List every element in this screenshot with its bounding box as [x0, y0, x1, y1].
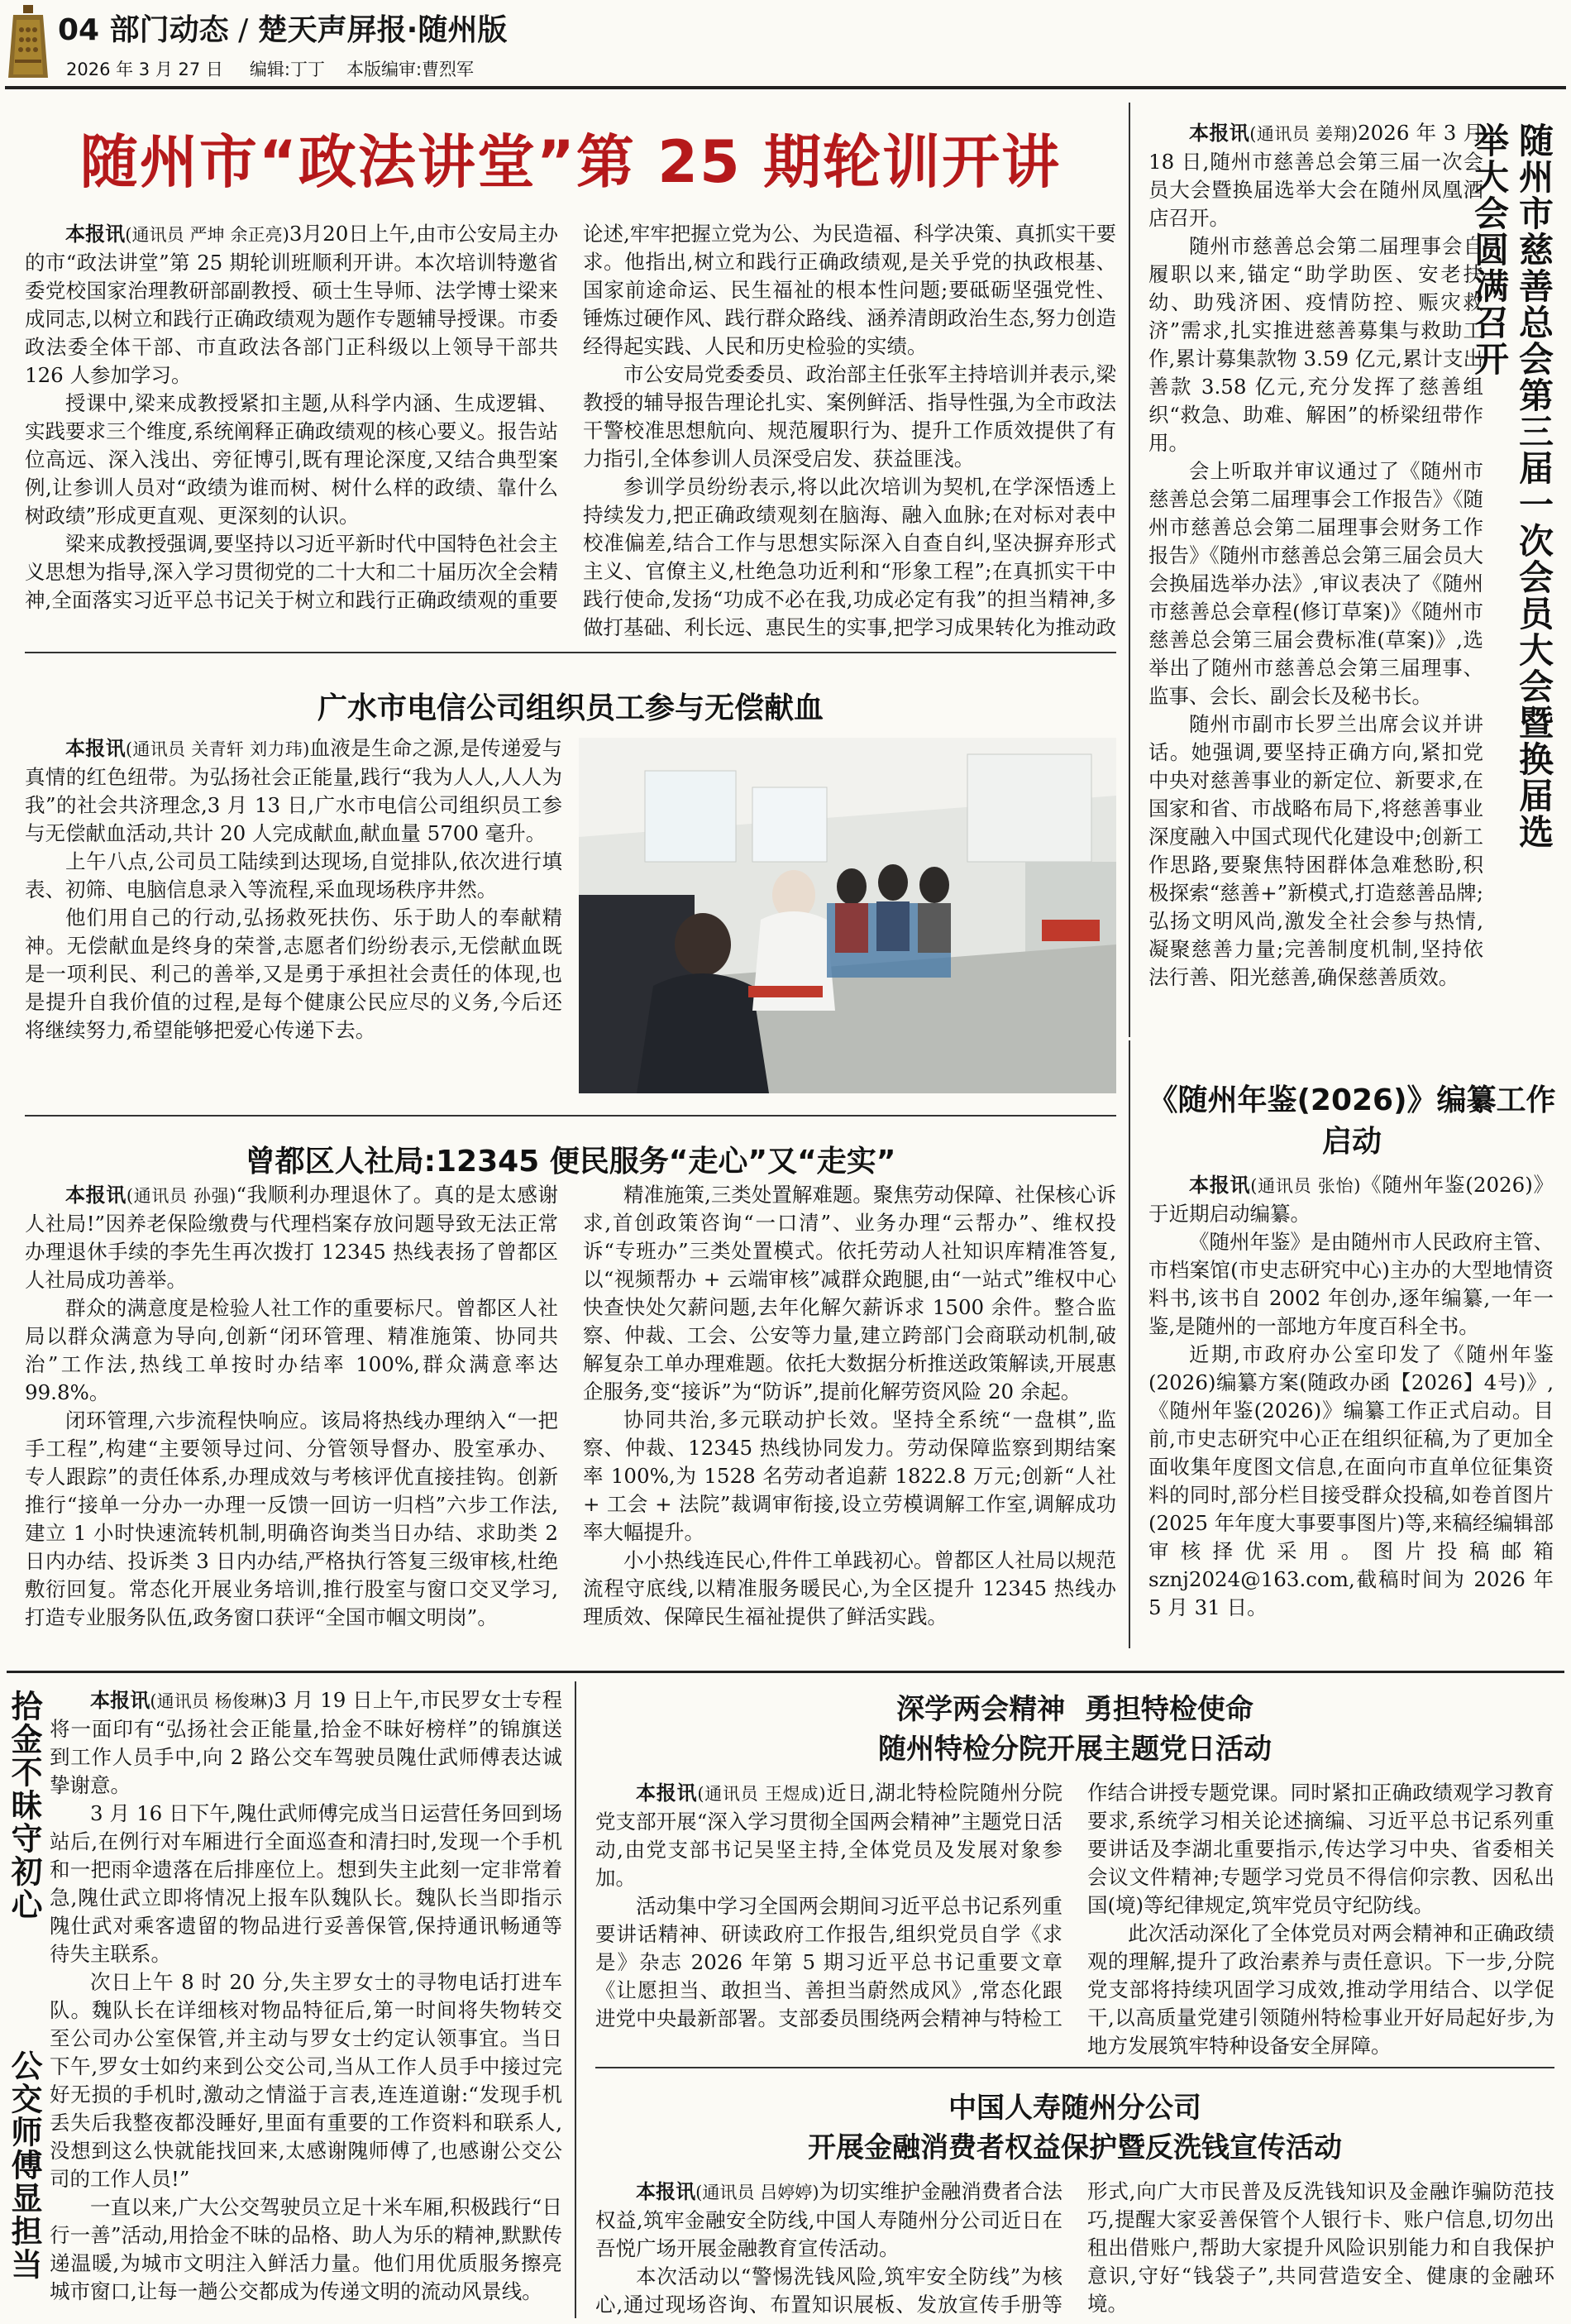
headline-line-1: 中国人寿随州分公司	[948, 2092, 1201, 2125]
article-insurance	[579, 2070, 1571, 2324]
article-paragraph: 随州市副市长罗兰出席会议并讲话。她强调,要坚持正确方向,紧扣党中央对慈善事业的新定位、新要求,在国家和省、市战略布局下,将慈善事业深度融入中国式现代化建设中;创新工作思路,要聚焦特困群体急难愁盼,积极探索“慈善+”新模式,打造慈善品牌;弘扬文明风尚,激发全社会参与热情,凝聚慈善力量;完善制度机制,坚持依法行善、阳光慈善,确保慈善质效。	[1148, 712, 1483, 989]
blood-donation-photo	[579, 738, 1116, 1093]
article-paragraph: 次日上午 8 时 20 分,失主罗女士的寻物电话打进车队。魏队长在详细核对物品特征后,第一时间将失物转交至公司办公室保管,并主动与罗女士约定认领事宜。当日下午,罗女士如约来到公交公司,当从工作人员手中接过完好无损的手机时,激动之情溢于言表,连连道谢:“发现手机丢失后我整夜都没睡好,里面有重要的工作资料和联系人,没想到这么快就能找回来,太感谢隗师傅了,也感谢公交公司的工作人员!”	[50, 1970, 562, 2191]
article-paragraph: 近期,市政府办公室印发了《随州年鉴(2026)编纂方案(随政办函【2026】4号)》,《随州年鉴(2026)》编纂工作正式启动。目前,市史志研究中心正在组织征稿,为了更加全面收集年度图文信息,在面向市直单位征集资料的同时,部分栏目接受群众投稿,如卷首图片(2025 年年度大事要事图片)等,来稿经编辑部审核择优采用。图片投稿邮箱 sznj2024@163.com,截稿时间为 2026 年 5 月 31 日。	[1148, 1342, 1554, 1619]
article-paragraph: 本次活动以“警惕洗钱风险,筑牢安全防线”为核心,通过现场咨询、布置知识展板、发放宣传手册等形式,向广大市民普及反洗钱知识及金融诈骗防范技巧,提醒大家妥善保管个人银行卡、账户信息,切勿出租出借账户,帮助大家提升风险识别能力和自我保护意识,守好“钱袋子”,共同营造安全、健康的金融环境。	[595, 2179, 1554, 2317]
article-blood-donation	[0, 652, 1129, 1115]
article-headline: 广水市电信公司组织员工参与无偿献血	[317, 691, 824, 725]
article-headline: 曾都区人社局:12345 便民服务“走心”又“走实”	[245, 1145, 896, 1179]
article-paragraph: 市公安局党委委员、政治部主任张军主持培训并表示,梁教授的辅导报告理论扎实、案例鲜活、指导性强,为全市政法干警校准思想航向、规范履职行为、提升工作质效提供了有力指引,全体参训人员深受启发、获益匪浅。	[583, 362, 1116, 471]
article-paragraph: 本报讯(通讯员 吕婷婷)为切实维护金融消费者合法权益,筑牢金融安全防线,中国人寿随州分公司近日在吾悦广场开展金融教育宣传活动。	[595, 2179, 1063, 2260]
headline-line-1: 拾金不昧守初心	[6, 1690, 42, 1921]
article-headline: 随州市“政法讲堂”第 25 期轮训开讲	[79, 128, 1062, 196]
article-paragraph: 梁来成教授强调,要坚持以习近平新时代中国特色社会主义思想为指导,深入学习贯彻党的二十大和二十届历次全会精神,全面落实习近平总书记关于树立和践行正确政绩观的重要论述,牢牢把握立党为公、为民造福、科学决策、真抓实干要求。他指出,树立和践行正确政绩观,是关乎党的执政根基、国家前途命运、民生福祉的根本性问题;要砥砺坚强党性、锤炼过硬作风、践行群众路线、涵养清朗政治生态,努力创造经得起实践、人民和历史检验的实绩。	[25, 222, 1116, 612]
article-paragraph: 随州市慈善总会第二届理事会自履职以来,锚定“助学助医、安老扶幼、助残济困、疫情防控、赈灾救济”需求,扎实推进慈善募集与救助工作,累计募集款物 3.59 亿元,累计支出善款 3.58 亿元,充分发挥了慈善组织“救急、助难、解困”的桥梁纽带作用。	[1148, 234, 1483, 455]
issue-date: 2026 年 3 月 27 日	[66, 60, 223, 79]
article-law-lecture	[0, 89, 1129, 652]
article-paragraph: 闭环管理,六步流程快响应。该局将热线办理纳入“一把手工程”,构建“主要领导过问、分管领导督办、股室承办、专人跟踪”的责任体系,办理成效与考核评优直接挂钩。创新推行“接单一分办一办理一反馈一回访一归档”六步工作法,建立 1 小时快速流转机制,明确咨询类当日办结、求助类 2 日内办结、投诉类 3 日内办结,严格执行答复三级审核,杜绝敷衍回复。常态化开展业务培训,推行股室与窗口交叉学习,打造专业服务队伍,政务窗口获评“全国市帼文明岗”。	[25, 1408, 558, 1629]
article-paragraph: 本报讯(通讯员 王煜成)近日,湖北特检院随州分院党支部开展“深入学习贯彻全国两会精神”主题党日活动,由党支部书记吴坚主持,全体党员及发展对象参加。	[595, 1781, 1063, 1890]
headline-line-1: 深学两会精神 勇担特检使命	[896, 1693, 1253, 1726]
article-headline: 随州市慈善总会第三届一次会员大会暨换届选举大会圆满召开	[1469, 122, 1554, 850]
article-paragraph: 参训学员纷纷表示,将以此次培训为契机,在学深悟透上持续发力,把正确政绩观刻在脑海、融入血脉;在对标对表中校准偏差,结合工作与思想实际深入自查自纠,坚决摒弃形式主义、官僚主义,杜绝急功近利和“形象工程”;在真抓实干中践行使命,发扬“功成不必在我,功成必定有我”的担当精神,多做打基础、利长远、惠民生的实事,把学习成果转化为推动政	[583, 475, 1116, 639]
article-paragraph: 一直以来,广大公交驾驶员立足十米车厢,积极践行“日行一善”活动,用拾金不昧的品格、助人为乐的精神,默默传递温暖,为城市文明注入鲜活力量。他们用优质服务擦亮城市窗口,让每一趟公交都成为传递文明的流动风景线。	[50, 2195, 562, 2303]
headline-line-2: 开展金融消费者权益保护暨反洗钱宣传活动	[808, 2131, 1342, 2164]
article-paragraph: 活动集中学习全国两会期间习近平总书记系列重要讲话精神、研读政府工作报告,组织党员自学《求是》杂志 2026 年第 5 期习近平总书记重要文章《让愿担当、敢担当、善担当蔚然成风》,常态化跟进党中央最新部署。支部委员围绕两会精神与特检工作结合讲授专题党课。同时紧扣正确政绩观学习教育要求,系统学习相关论述摘编、习近平总书记系列重要讲话及李湖北重要指示,传达学习中央、省委相关会议文件精神;专题学习党员不得信仰宗教、因私出国(境)等纪律规定,筑牢党员守纪防线。	[595, 1781, 1554, 2030]
article-paragraph: 本报讯(通讯员 张怡)《随州年鉴(2026)》于近期启动编纂。	[1148, 1173, 1554, 1226]
article-paragraph: 授课中,梁来成教授紧扣主题,从科学内涵、生成逻辑、实践要求三个维度,系统阐释正确政绩观的核心要义。报告站位高远、深入浅出、旁征博引,既有理论深度,又结合典型案例,让参训人员对“政绩为谁而树、树什么样的政绩、靠什么树政绩”形成更直观、更深刻的认识。	[25, 391, 558, 528]
article-paragraph: 小小热线连民心,件件工单践初心。曾都区人社局以规范流程守底线,以精准服务暖民心,为全区提升 12345 热线办理质效、保障民生福祉提供了鲜活实践。	[583, 1548, 1116, 1628]
bell-logo-icon	[5, 5, 51, 81]
article-yearbook	[1129, 1040, 1571, 1669]
masthead: 04 部门动态 / 楚天声屏报·随州版 2026 年 3 月 27 日 编辑:丁丁 本版编审:曹烈军	[0, 0, 1571, 89]
paper-name: 楚天声屏报·随州版	[257, 13, 508, 47]
article-paragraph: 本报讯(通讯员 关青轩 刘力玮)血液是生命之源,是传递爱与真情的红色纽带。为弘扬社会正能量,践行“我为人人,人人为我”的社会共济理念,3 月 13 日,广水市电信公司组织员工参与无偿献血活动,共计 20 人完成献血,献血量 5700 毫升。	[25, 736, 562, 845]
lead-label: 本报讯	[65, 222, 126, 246]
article-paragraph: 上午八点,公司员工陆续到达现场,自觉排队,依次进行填表、初筛、电脑信息录入等流程,采血现场秩序井然。	[25, 849, 562, 901]
headline-line-2: 随州特检分院开展主题党日活动	[878, 1733, 1272, 1766]
article-paragraph: 会上听取并审议通过了《随州市慈善总会第二届理事会工作报告》《随州市慈善总会第二届理事会财务工作报告》《随州市慈善总会第三届会员大会换届选举办法》,审议表决了《随州市慈善总会章程(修订草案)》《随州市慈善总会第三届会费标准(草案)》,选举出了随州市慈善总会第三届理事、监事、会长、副会长及秘书长。	[1148, 459, 1483, 708]
article-paragraph: 他们用自己的行动,弘扬救死扶伤、乐于助人的奉献精神。无偿献血是终身的荣誉,志愿者们纷纷表示,无偿献血既是一项利民、利己的善举,又是勇于承担社会责任的体现,也是提升自我价值的过程,是每个健康公民应尽的义务,今后还将继续努力,希望能够把爱心传递下去。	[25, 906, 562, 1042]
article-paragraph: 3 月 16 日下午,隗仕武师傅完成当日运营任务回到场站后,在例行对车厢进行全面巡查和清扫时,发现一个手机和一把雨伞遗落在后排座位上。想到失主此刻一定非常着急,隗仕武立即将情况上报车队魏队长。魏队长当即指示隗仕武对乘客遗留的物品进行妥善保管,保持通讯畅通等待失主联系。	[50, 1801, 562, 1966]
editor-credit: 编辑:丁丁	[249, 60, 325, 79]
article-hotline-service	[0, 1115, 1129, 1671]
article-party-day	[579, 1673, 1571, 2070]
article-paragraph: 协同共治,多元联动护长效。坚持全系统“一盘棋”,监察、仲裁、12345 热线协同发力。劳动保障监察到期结案率 100%,为 1528 名劳动者追薪 1822.8 万元;创新“人社 + 工会 + 法院”裁调审衔接,设立劳模调解工作室,调解成功率大幅提升。	[583, 1408, 1116, 1544]
section-label: 04 部门动态	[58, 13, 229, 47]
byline: (通讯员 严坤 余正亮)	[125, 225, 289, 245]
article-paragraph: 群众的满意度是检验人社工作的重要标尺。曾都区人社局以群众满意为导向,创新“闭环管理、精准施策、协同共治”工作法,热线工单按时办结率 100%,群众满意率达 99.8%。	[25, 1296, 558, 1404]
article-headline: 《随州年鉴(2026)》编纂工作启动	[1148, 1083, 1556, 1159]
article-paragraph: 本报讯(通讯员 严坤 余正亮)3月20日上午,由市公安局主办的市“政法讲堂”第 25 期轮训班顺利开讲。本次培训特邀省委党校国家治理教研部副教授、硕士生导师、法学博士梁来成同志,以树立和践行正确政绩观为题作专题辅导授课。市委政法委全体干部、市直政法各部门正科级以上领导干部共 126 人参加学习。	[25, 222, 558, 387]
article-paragraph: 《随州年鉴》是由随州市人民政府主管、市档案馆(市史志研究中心)主办的大型地情资料书,该书自 2002 年创办,逐年编纂,一年一鉴,是随州的一部地方年度百科全书。	[1148, 1230, 1554, 1338]
article-paragraph: 本报讯(通讯员 姜翔)2026 年 3 月 18 日,随州市慈善总会第三届一次会员大会暨换届选举大会在随州凤凰酒店召开。	[1148, 121, 1483, 230]
layout-credit: 本版编审:曹烈军	[346, 60, 475, 79]
headline-line-2: 公交师傅显担当	[6, 2049, 42, 2281]
article-bus-driver	[0, 1673, 579, 2324]
article-paragraph: 本报讯(通讯员 杨俊琳)3 月 19 日上午,市民罗女士专程将一面印有“弘扬社会正能量,拾金不昧好榜样”的锦旗送到工作人员手中,向 2 路公交车驾驶员隗仕武师傅表达诚挚谢意。	[50, 1688, 562, 1797]
article-paragraph: 此次活动深化了全体党员对两会精神和正确政绩观的理解,提升了政治素养与责任意识。下一步,分院党支部将持续巩固学习成效,推动学用结合、以学促干,以高质量党建引领随州特检事业开好局起好步,为地方发展筑牢特种设备安全屏障。	[1087, 1921, 1554, 2058]
article-paragraph: 精准施策,三类处置解难题。聚焦劳动保障、社保核心诉求,首创政策咨询“一口清”、业务办理“云帮办”、维权投诉“专班办”三类处置模式。依托劳动人社知识库精准答复,以“视频帮办 + 云端审核”减群众跑腿,由“一站式”维权中心快查快处欠薪问题,去年化解欠薪诉求 1500 余件。整合监察、仲裁、工会、公安等力量,建立跨部门会商联动机制,破解复杂工单办理难题。依托大数据分析推送政策解读,开展惠企服务,变“接诉”为“防诉”,提前化解劳资风险 20 余起。	[583, 1183, 1116, 1403]
article-charity-meeting	[1129, 89, 1571, 1040]
article-paragraph: 本报讯(通讯员 孙强)“我顺利办理退休了。真的是太感谢人社局!”因养老保险缴费与代理档案存放问题导致无法正常办理退休手续的李先生再次拨打 12345 热线表扬了曾都区人社局成功善举。	[25, 1183, 559, 1292]
